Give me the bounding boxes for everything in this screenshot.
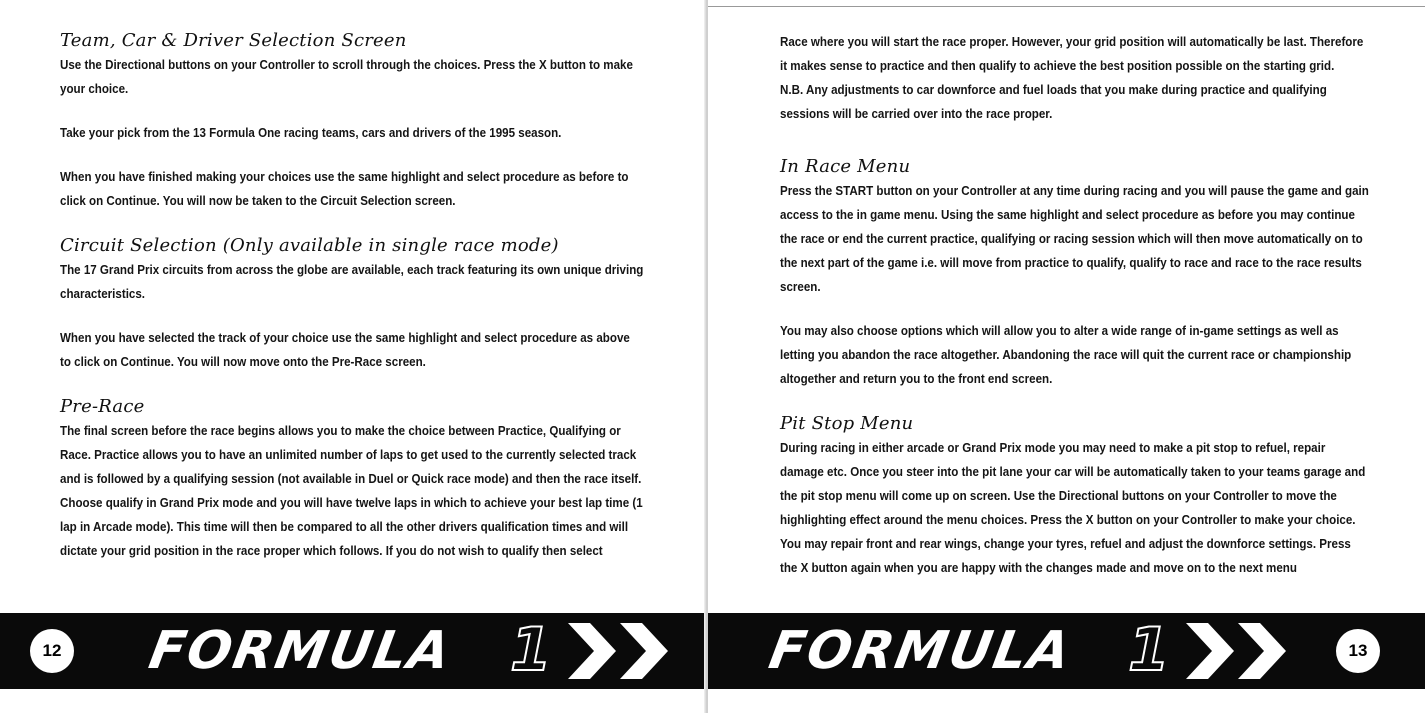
formula-logo-numeral: 1	[510, 615, 552, 685]
formula-logo-numeral: 1	[1128, 615, 1170, 685]
page-number: 12	[30, 629, 74, 673]
paragraph: When you have finished making your choices use the same highlight and select procedure as before to click on Continue. You will now be taken to the Circuit Selection screen.	[60, 170, 629, 208]
right-page	[708, 0, 1425, 713]
section-heading-pit-stop-menu: Pit Stop Menu	[780, 413, 914, 434]
paragraph: Press the START button on your Controller at any time during racing and you will pause the game and gain access to the in game menu. Using the same highlight and select procedure as before you may continue the race or end the current practice, qualifying or racing session which will then move automatically on to the next part of the game i.e. will move from practice to qualify, qualify to race and race to the race results screen.	[780, 184, 1369, 294]
section-heading-team-selection: Team, Car & Driver Selection Screen	[60, 30, 407, 51]
page-edge-line	[708, 6, 1425, 7]
section-heading-in-race-menu: In Race Menu	[780, 156, 911, 177]
chevron-arrows-icon	[1186, 623, 1306, 679]
left-page	[0, 0, 706, 713]
formula-1-footer-banner	[708, 613, 1425, 689]
formula-logo-text: FORMULA	[144, 621, 457, 681]
section-heading-pre-race: Pre-Race	[60, 396, 145, 417]
paragraph: Take your pick from the 13 Formula One racing teams, cars and drivers of the 1995 season.	[60, 126, 562, 140]
chevron-arrows-icon	[568, 623, 688, 679]
section-heading-circuit-selection: Circuit Selection (Only available in single race mode)	[60, 235, 559, 256]
paragraph: N.B. Any adjustments to car downforce and fuel loads that you make during practice and qualifying sessions will be carried over into the race proper.	[780, 83, 1327, 121]
paragraph: During racing in either arcade or Grand Prix mode you may need to make a pit stop to refuel, repair damage etc. Once you steer into the pit lane your car will be automatically taken to your teams garage and the pit stop menu will come up on screen. Use the Directional buttons on your Controller to move the highlighting effect around the menu choices. Press the X button on your Controller to make your choice. You may repair front and rear wings, change your tyres, refuel and adjust the downforce settings. Press the X button again when you are happy with the changes made and move on to the next menu	[780, 441, 1366, 575]
paragraph: The final screen before the race begins allows you to make the choice between Practice, Qualifying or Race. Practice allows you to have an unlimited number of laps to get used to the currently selected track and is followed by a qualifying session (not available in Duel or Quick race mode) and then the race itself. Choose qualify in Grand Prix mode and you will have twelve laps in which to achieve your best lap time (1 lap in Arcade mode). This time will then be compared to all the other drivers qualification times and will dictate your grid position in the race proper which follows. If you do not wish to qualify then select	[60, 424, 643, 558]
right-text-column	[780, 30, 1372, 580]
page-number: 13	[1336, 629, 1380, 673]
formula-logo-text: FORMULA	[764, 621, 1077, 681]
paragraph: The 17 Grand Prix circuits from across the globe are available, each track featuring its own unique driving characteristics.	[60, 263, 644, 301]
left-text-column	[60, 30, 645, 563]
paragraph: Race where you will start the race proper. However, your grid position will automatically be last. Therefore it makes sense to practice and then qualify to achieve the best position possible on the starting grid.	[780, 35, 1364, 73]
paragraph: Use the Directional buttons on your Controller to scroll through the choices. Press the X button to make your choice.	[60, 58, 633, 96]
paragraph: You may also choose options which will allow you to alter a wide range of in-game settings as well as letting you abandon the race altogether. Abandoning the race will quit the current race or championship altogether and return you to the front end screen.	[780, 324, 1352, 386]
paragraph: When you have selected the track of your choice use the same highlight and select procedure as above to click on Continue. You will now move onto the Pre-Race screen.	[60, 331, 630, 369]
formula-1-footer-banner	[0, 613, 706, 689]
